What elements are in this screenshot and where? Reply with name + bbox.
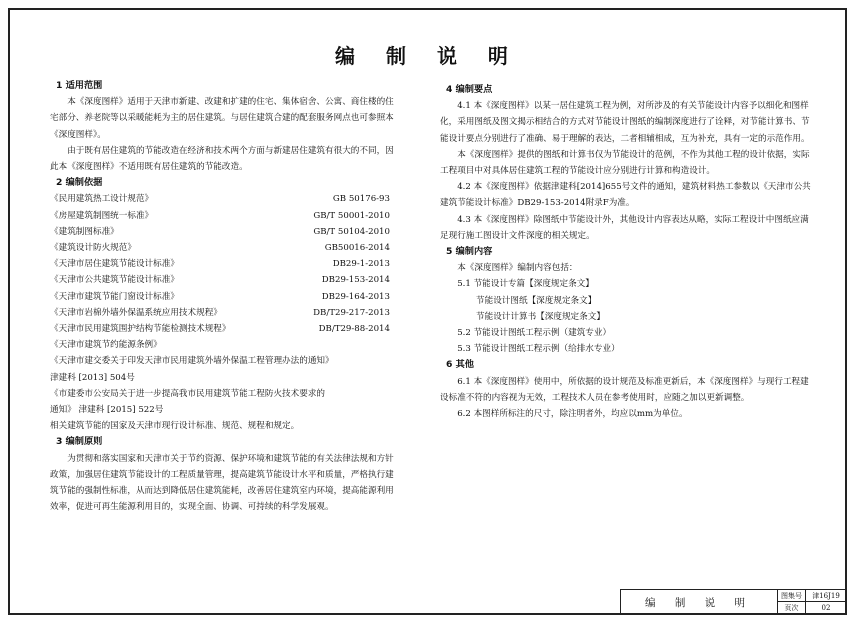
scope-paragraph-2: 由于既有居住建筑的节能改造在经济和技术两个方面与新建居住建筑有很大的不同，因此本《深度图样》不适用既有居住建筑的节能改造。	[50, 145, 394, 173]
reference-code: DB29-1-2013	[332, 259, 390, 270]
reference-item	[50, 305, 390, 321]
reference-name: 《天津市公共建筑节能设计标准》	[50, 275, 179, 286]
contents-item: 5.2 节能设计图纸工程示例（建筑专业）	[457, 328, 612, 339]
reference-name: 《建筑制图标准》	[50, 226, 119, 237]
key-points-4-1: 4.1 本《深度图样》以某一居住建筑工程为例，对所涉及的有关节能设计内容予以细化和图样化，采用图纸及图文揭示相结合的方式对节能设计图纸的编制深度进行了诠释，对节能计算书、节能设计要点分别进行了准确、易于理解的表达，二者相辅相成，互为补充，具有一定的示范作用。	[440, 101, 810, 144]
reference-name: 《建筑设计防火规范》	[50, 243, 136, 254]
reference-code: DB29-153-2014	[321, 275, 390, 286]
reference-notice-1-number: 津建科 [2013] 504号	[50, 372, 135, 383]
reference-item	[50, 272, 390, 288]
contents-item: 5.3 节能设计图纸工程示例（给排水专业）	[457, 344, 620, 355]
reference-name: 《天津市居住建筑节能设计标准》	[50, 259, 179, 270]
right-column	[440, 82, 815, 422]
reference-name: 《民用建筑热工设计规范》	[50, 194, 154, 205]
contents-intro: 本《深度图样》编制内容包括：	[457, 263, 578, 274]
reference-name: 《天津市建筑节约能源条例》	[50, 340, 162, 351]
reference-other-standards: 相关建筑节能的国家及天津市现行设计标准、规范、规程和规定。	[50, 421, 300, 432]
atlas-number-value: 津16J19	[806, 590, 846, 602]
section-heading-key-points: 4 编制要点	[446, 84, 493, 95]
reference-notice-2-number: 通知》 津建科 [2015] 522号	[50, 405, 164, 416]
left-column	[50, 78, 400, 515]
reference-code: DB/T29-88-2014	[318, 324, 390, 335]
reference-code: GB/T 50104-2010	[313, 226, 390, 237]
reference-item	[50, 256, 390, 272]
atlas-number-label: 图集号	[778, 590, 806, 602]
key-points-4-3: 4.3 本《深度图样》除图纸中节能设计外，其他设计内容表达从略，实际工程设计中图纸应满足现行施工图设计文件深度的相关规定。	[440, 214, 809, 241]
reference-list	[50, 191, 400, 353]
reference-name: 《天津市岩棉外墙外保温系统应用技术规程》	[50, 307, 222, 318]
key-points-4-2: 4.2 本《深度图样》依据津建科[2014]655号文件的通知，建筑材料热工参数以《天津市公共建筑节能设计标准》DB29-153-2014附录F为准。	[440, 182, 811, 209]
contents-item: 5.1 节能设计专篇【深度规定条文】	[457, 279, 594, 290]
reference-item	[50, 289, 390, 305]
reference-code: DB29-164-2013	[321, 291, 390, 302]
reference-notice-1-title: 《天津市建交委关于印发天津市民用建筑外墙外保温工程管理办法的通知》	[50, 356, 334, 367]
reference-code: GB 50176-93	[332, 194, 390, 205]
reference-item	[50, 191, 390, 207]
title-block	[620, 589, 847, 615]
scope-paragraph-1: 本《深度图样》适用于天津市新建、改建和扩建的住宅、集体宿舍、公寓、商住楼的住宅部分、养老院等以采暖能耗为主的居住建筑。与居住建筑合建的配套服务网点也可参照本《深度图样》。	[50, 97, 394, 140]
reference-notice-2-title: 《市建委市公安局关于进一步提高我市民用建筑节能工程防火技术要求的	[50, 388, 326, 399]
page-number-value: 02	[821, 604, 831, 612]
reference-code: DB/T29-217-2013	[313, 307, 390, 318]
reference-item	[50, 240, 390, 256]
title-block-grid	[777, 590, 847, 614]
other-6-1: 6.1 本《深度图样》使用中，所依据的设计规范及标准更新后，本《深度图样》与现行工程建设标准不符的内容视为无效，工程技术人员在参考使用时，应随之加以更新调整。	[440, 376, 809, 403]
section-heading-basis: 2 编制依据	[56, 177, 103, 189]
page-number-label: 页次	[778, 602, 806, 614]
page-title: 编 制 说 明	[335, 44, 520, 68]
key-points-4-1-note: 本《深度图样》提供的图纸和计算书仅为节能设计的范例，不作为其他工程的设计依据，实际工程项目中对具体居住建筑工程的节能设计应分别进行计算和构造设计。	[440, 149, 810, 177]
contents-item: 节能设计计算书【深度规定条文】	[476, 311, 605, 322]
section-heading-scope: 1 适用范围	[56, 80, 103, 91]
reference-code	[290, 337, 390, 353]
title-block-name: 编 制 说 明	[644, 596, 753, 609]
reference-code: GB50016-2014	[324, 243, 390, 254]
contents-item: 节能设计图纸【深度规定条文】	[476, 295, 597, 306]
reference-name: 《房屋建筑制图统一标准》	[50, 210, 154, 221]
reference-item	[50, 208, 390, 224]
principles-paragraph: 为贯彻和落实国家和天津市关于节约资源、保护环境和建筑节能的有关法律法规和方针政策，加强居住建筑节能设计的工程质量管理，提高建筑节能设计水平和质量，严格执行建筑节能的强制性标准，从而达到降低居住建筑能耗，改善居住建筑室内环境，提高能源利用效率，促进可再生能源利用目的，实现全面、协调、可持续的科学发展观。	[50, 453, 394, 513]
reference-name: 《天津市民用建筑围护结构节能检测技术规程》	[50, 324, 231, 335]
reference-name: 《天津市建筑节能门窗设计标准》	[50, 291, 179, 302]
reference-item	[50, 337, 390, 353]
section-heading-principles: 3 编制原则	[56, 436, 103, 448]
reference-code: GB/T 50001-2010	[313, 210, 390, 221]
section-heading-other: 6 其他	[446, 359, 474, 371]
reference-item	[50, 224, 390, 240]
reference-item	[50, 321, 390, 337]
other-6-2: 6.2 本图样所标注的尺寸，除注明者外，均应以mm为单位。	[457, 409, 688, 420]
section-heading-contents: 5 编制内容	[446, 246, 493, 258]
